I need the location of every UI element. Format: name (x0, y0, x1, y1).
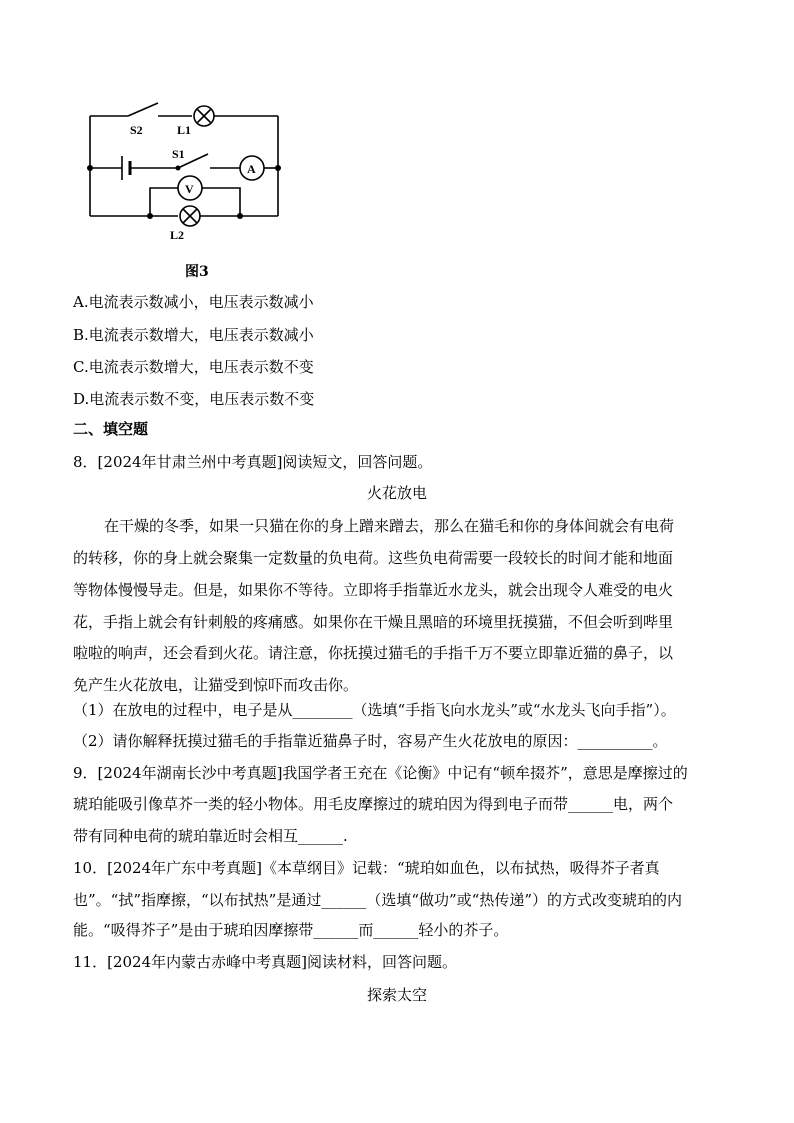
q8-passage-line: 在干燥的冬季，如果一只猫在你的身上蹭来蹭去，那么在猫毛和你的身体间就会有电荷 (104, 517, 675, 535)
option-d: D.电流表示数不变，电压表示数不变 (73, 390, 315, 408)
circuit-diagram (80, 96, 290, 281)
q8-passage-line: 花，手指上就会有针刺般的疼痛感。如果你在干燥且黑暗的环境里抚摸猫，不但会听到哔里 (73, 613, 674, 631)
option-a: A.电流表示数减小，电压表示数减小 (73, 293, 314, 311)
q8-sub2: （2）请你解释抚摸过猫毛的手指靠近猫鼻子时，容易产生火花放电的原因：__________。 (73, 732, 668, 750)
q11-stem: 11．[2024年内蒙古赤峰中考真题]阅读材料，回答问题。 (73, 953, 457, 971)
option-b: B.电流表示数增大，电压表示数减小 (73, 326, 314, 344)
ammeter-label: A (247, 162, 256, 176)
q8-passage-line: 啦啦的响声，还会看到火花。请注意，你抚摸过猫毛的手指千万不要立即靠近猫的鼻子，以 (73, 644, 674, 662)
q8-sub1: （1）在放电的过程中，电子是从________（选填“手指飞向水龙头”或“水龙头飞向手指”）。 (73, 701, 676, 719)
q10-line: 也”。“拭”指摩擦，“以布拭热”是通过______（选填“做功”或“热传递”）的方式改变琥珀的内 (73, 891, 683, 909)
q8-stem: 8．[2024年甘肃兰州中考真题]阅读短文，回答问题。 (73, 453, 433, 471)
q8-passage-line: 等物体慢慢导走。但是，如果你不等待。立即将手指靠近水龙头，就会出现令人难受的电火 (73, 581, 674, 599)
label-l2: L2 (170, 228, 185, 242)
q10-line: 10．[2024年广东中考真题]《本草纲目》记载：“琥珀如血色，以布拭热，吸得芥子者真 (73, 859, 660, 877)
q8-passage-line: 免产生火花放电，让猫受到惊吓而攻击你。 (73, 676, 359, 694)
voltmeter-label: V (185, 182, 194, 196)
q8-passage-title: 火花放电 (366, 484, 427, 502)
option-c: C.电流表示数增大，电压表示数不变 (73, 358, 314, 376)
label-l1: L1 (177, 123, 192, 137)
q10-line: 能。“吸得芥子”是由于琥珀因摩擦带______而______轻小的芥子。 (73, 921, 509, 939)
figure-caption: 图3 (185, 264, 209, 280)
section-title: 二、填空题 (73, 420, 149, 438)
label-s1: S1 (172, 147, 185, 161)
q8-passage-line: 的转移，你的身上就会聚集一定数量的负电荷。这些负电荷需要一段较长的时间才能和地面 (73, 549, 674, 567)
label-s2: S2 (130, 123, 143, 137)
q11-passage-title: 探索太空 (366, 986, 427, 1004)
q9-line: 9．[2024年湖南长沙中考真题]我国学者王充在《论衡》中记有“顿牟掇芥”，意思是摩擦过的 (73, 764, 688, 782)
q9-line: 琥珀能吸引像草芥一类的轻小物体。用毛皮摩擦过的琥珀因为得到电子而带______电，两个 (73, 795, 674, 813)
q9-line: 带有同种电荷的琥珀靠近时会相互______. (73, 827, 348, 845)
